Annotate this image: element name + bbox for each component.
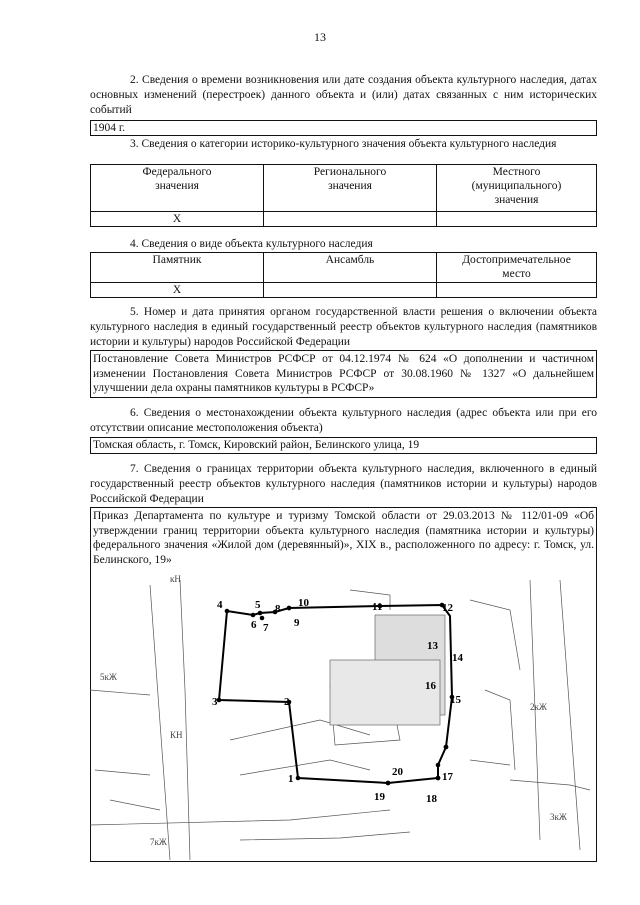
boundary-point-dot [296,776,301,781]
kind-place-mark [437,283,597,298]
map-street-label: 7кЖ [150,837,167,847]
boundary-point-label: 9 [294,617,300,629]
category-local-header: Местного (муниципального) значения [471,166,562,206]
section-6-value: Томская область, г. Томск, Кировский район, Белинского улица, 19 [90,437,597,454]
boundary-point-label: 17 [442,771,453,783]
kind-monument-mark: X [91,283,264,298]
boundary-point-dot [436,776,441,781]
boundary-point-label: 4 [217,599,223,611]
boundary-point-label: 7 [263,622,269,634]
category-regional-header: Регионального значения [313,166,387,192]
section-7-value: Приказ Департамента по культуре и туризму Томской области от 29.03.2013 № 112/01-09 «Об утверждении границ территории объекта культурного наследия (памятника истории и культуры) федерального значения «Жилой дом (деревянный)», XIX в., расположенного по адресу: г. Томск, ул. Белинского, 19» [93,510,594,566]
map-building [330,615,445,725]
boundary-point-dot [436,763,441,768]
boundary-point-label: 3 [212,696,218,708]
boundary-point-label: 5 [255,599,261,611]
boundary-map-svg [90,570,595,860]
map-street-label: 3кЖ [550,812,567,822]
kind-ensemble-header: Ансамбль [264,253,437,283]
section-2-value: 1904 г. [90,120,597,136]
boundary-point-dot [251,613,256,618]
section-3-heading [90,137,597,152]
boundary-point-label: 13 [427,640,438,652]
section-4-text: 4. Сведения о виде объекта культурного наследия [130,238,373,250]
boundary-map [90,570,595,860]
category-federal-mark: X [91,212,264,227]
boundary-point-label: 18 [426,793,437,805]
section-6-text: 6. Сведения о местонахождении объекта культурного наследия (адрес объекта или при его отсутствии описание местоположения объекта) [90,407,597,434]
section-4-heading [90,237,597,252]
boundary-point-label: 2 [284,696,290,708]
boundary-point-label: 14 [452,652,463,664]
kind-table [90,252,597,298]
kind-monument-header: Памятник [91,253,264,283]
boundary-point-dot [287,606,292,611]
category-federal-header: Федерального значения [142,166,212,192]
boundary-point-label: 20 [392,766,403,778]
boundary-point-label: 19 [374,791,385,803]
boundary-point-dot [444,745,449,750]
map-street-label: 5кЖ [100,672,117,682]
category-table [90,164,597,227]
boundary-point-dot [225,609,230,614]
section-5-text: 5. Номер и дата принятия органом государственной власти решения о включении объекта культурного наследия в единый государственный реестр объектов культурного наследия (памятников истории и культуры) народов Российской Федерации [90,306,597,348]
section-7-heading [90,462,597,507]
section-6-heading [90,406,597,436]
boundary-point-label: 16 [425,680,436,692]
section-3-text: 3. Сведения о категории историко-культурного значения объекта культурного наследия [130,138,557,150]
section-2-heading [90,73,597,118]
category-local-mark [437,212,597,227]
boundary-point-dot [258,611,263,616]
page-number: 13 [314,30,326,44]
boundary-point-label: 6 [251,619,257,631]
kind-place-header: Достопримечательное место [462,254,571,280]
section-5-heading [90,305,597,350]
category-regional-mark [264,212,437,227]
map-street-label: 2кЖ [530,702,547,712]
boundary-point-label: 12 [442,602,453,614]
boundary-point-label: 11 [372,601,383,613]
boundary-point-dot [260,616,265,621]
map-street-label: кН [170,574,181,584]
boundary-point-label: 15 [450,694,461,706]
boundary-point-label: 10 [298,597,309,609]
section-2-text: 2. Сведения о времени возникновения или дате создания объекта культурного наследия, датах основных изменений (перестроек) данного объекта и (или) датах связанных с ним исторических событий [90,74,597,116]
section-7-text: 7. Сведения о границах территории объекта культурного наследия, включенного в единый государственный реестр объектов культурного наследия (памятников истории и культуры) народов Российской Федерации [90,463,597,505]
map-street-label: КН [170,730,183,740]
kind-ensemble-mark [264,283,437,298]
boundary-point-label: 8 [275,603,281,615]
section-5-value: Постановление Совета Министров РСФСР от 04.12.1974 № 624 «О дополнении и частичном изменении Постановления Совета Министров РСФСР от 30.08.1960 № 1327 «О дальнейшем улучшении дела охраны памятников культуры в РСФСР» [90,350,597,398]
boundary-point-dot [386,781,391,786]
boundary-point-label: 1 [288,773,294,785]
